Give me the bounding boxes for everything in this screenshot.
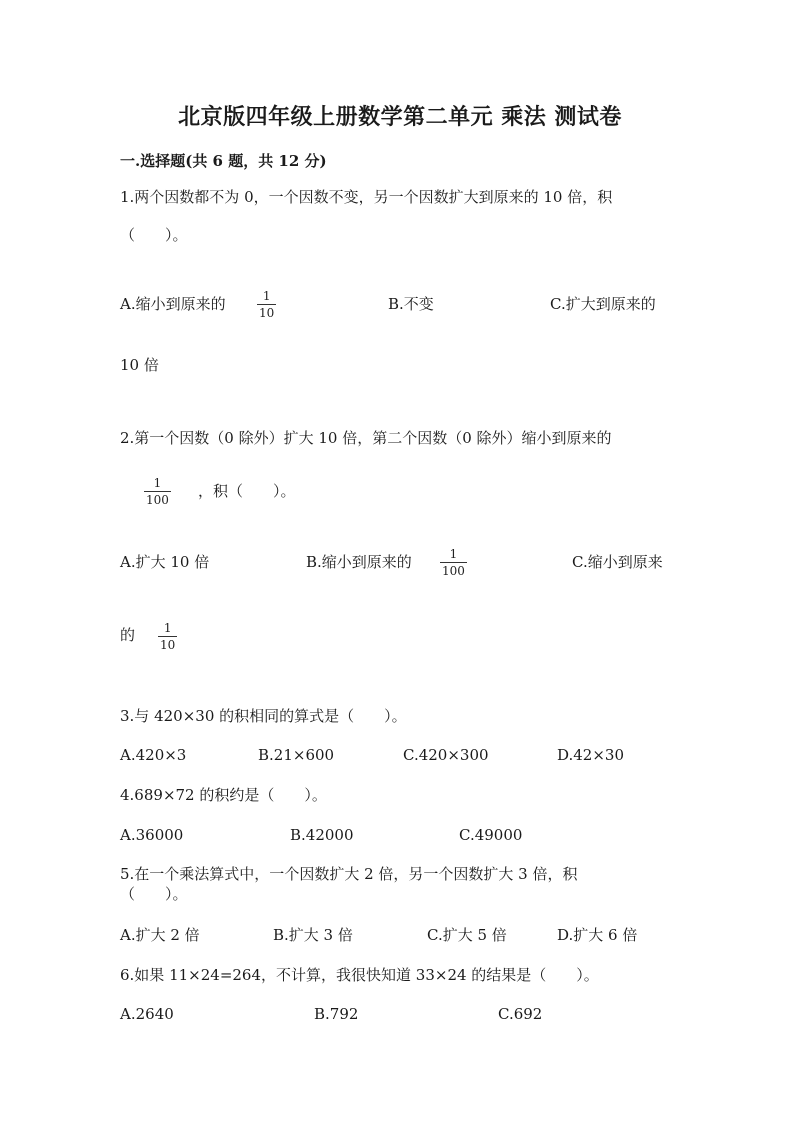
fraction-denominator: 10 [160, 638, 176, 652]
question-3-option-c[interactable]: C.420×300 [403, 746, 489, 764]
question-3-option-a[interactable]: A.420×3 [120, 746, 187, 764]
fraction-denominator: 10 [259, 306, 275, 320]
question-1-option-b[interactable]: B.不变 [388, 295, 434, 313]
question-1-option-c-continued: 10 倍 [120, 356, 159, 374]
question-2-option-a[interactable]: A.扩大 10 倍 [120, 553, 210, 571]
page-title: 北京版四年级上册数学第二单元 乘法 测试卷 [178, 104, 622, 130]
question-2-option-b[interactable]: B.缩小到原来的 [306, 553, 412, 571]
question-2-option-c-continued: 的 [120, 626, 136, 644]
question-2-blank: ，积（ ）。 [198, 482, 296, 500]
question-6-option-a[interactable]: A.2640 [120, 1005, 174, 1023]
question-1-option-c[interactable]: C.扩大到原来的 [550, 295, 656, 313]
fraction-numerator: 1 [449, 547, 458, 561]
question-2-option-c[interactable]: C.缩小到原来 [572, 553, 663, 571]
question-5-option-a[interactable]: A.扩大 2 倍 [120, 926, 200, 944]
question-6-stem: 6.如果 11×24=264，不计算，我很快知道 33×24 的结果是（ ）。 [120, 966, 599, 984]
question-2-stem: 2.第一个因数（0 除外）扩大 10 倍，第二个因数（0 除外）缩小到原来的 [120, 429, 612, 447]
fraction-1-10 [257, 289, 276, 320]
question-6-option-b[interactable]: B.792 [314, 1005, 359, 1023]
question-5-option-c[interactable]: C.扩大 5 倍 [427, 926, 507, 944]
question-4-option-a[interactable]: A.36000 [120, 826, 184, 844]
fraction-1-10 [158, 621, 177, 652]
fraction-numerator: 1 [262, 289, 271, 303]
question-1-option-a[interactable]: A.缩小到原来的 [120, 295, 226, 313]
section-heading: 一.选择题(共 6 题，共 12 分) [120, 152, 327, 170]
fraction-1-100 [144, 476, 171, 507]
question-4-stem: 4.689×72 的积约是（ ）。 [120, 786, 327, 804]
question-6-option-c[interactable]: C.692 [498, 1005, 543, 1023]
fraction-denominator: 100 [146, 493, 169, 507]
question-5-stem: 5.在一个乘法算式中，一个因数扩大 2 倍，另一个因数扩大 3 倍，积 [120, 865, 578, 883]
question-1-blank: （ ）。 [120, 226, 188, 244]
question-3-option-d[interactable]: D.42×30 [557, 746, 625, 764]
fraction-numerator: 1 [163, 621, 172, 635]
question-5-blank: （ ）。 [120, 885, 188, 903]
question-4-option-c[interactable]: C.49000 [459, 826, 523, 844]
question-3-option-b[interactable]: B.21×600 [258, 746, 335, 764]
question-5-option-d[interactable]: D.扩大 6 倍 [557, 926, 638, 944]
fraction-denominator: 100 [442, 564, 465, 578]
question-4-option-b[interactable]: B.42000 [290, 826, 354, 844]
question-3-stem: 3.与 420×30 的积相同的算式是（ ）。 [120, 707, 407, 725]
question-5-option-b[interactable]: B.扩大 3 倍 [273, 926, 353, 944]
fraction-1-100 [440, 547, 467, 578]
fraction-numerator: 1 [153, 476, 162, 490]
question-1-stem: 1.两个因数都不为 0，一个因数不变，另一个因数扩大到原来的 10 倍，积 [120, 188, 613, 206]
